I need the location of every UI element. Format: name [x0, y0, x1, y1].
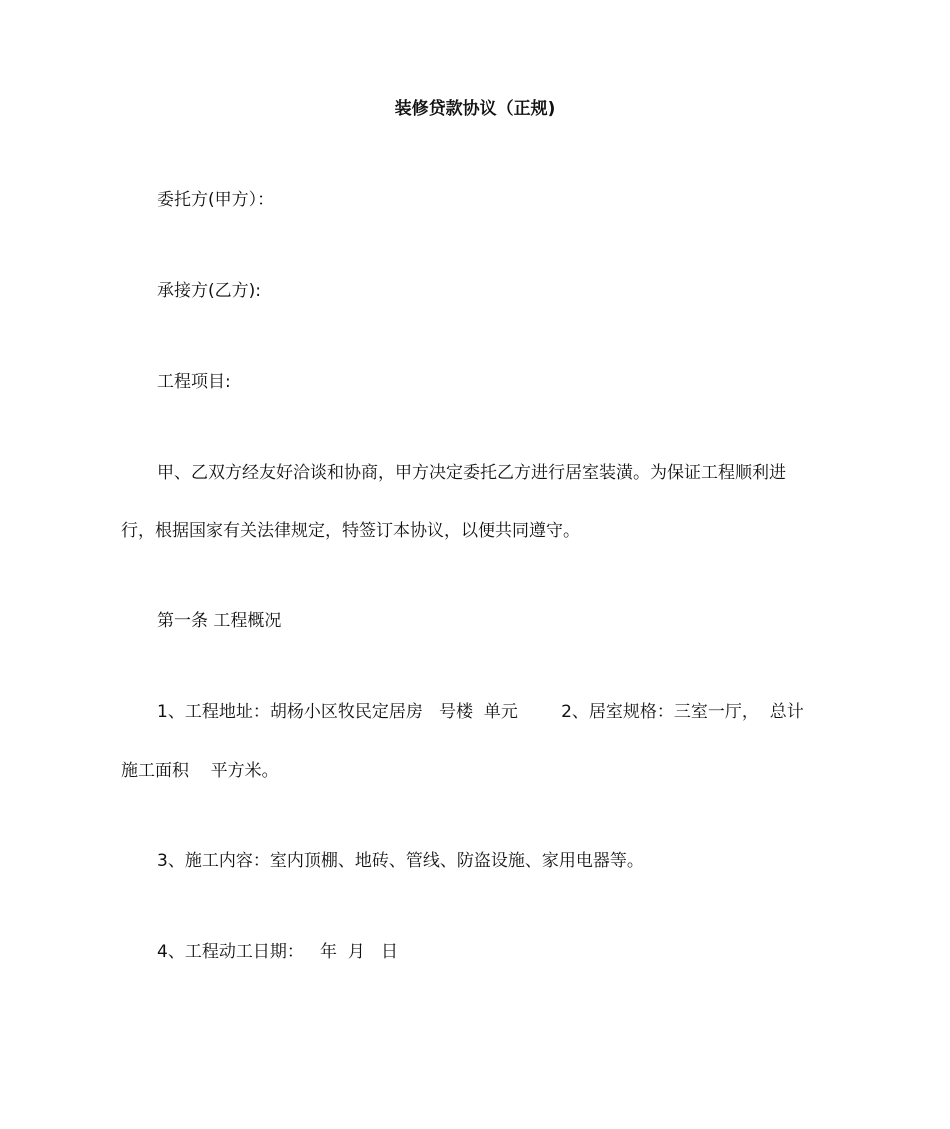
item-1-line-2: 施工面积 平方米。 [121, 761, 279, 781]
item-4-line: 4、工程动工日期： 年 月 日 [157, 942, 399, 962]
item-1-line-1: 1、工程地址：胡杨小区牧民定居房 号楼 单元 2、居室规格：三室一厅， 总计 [157, 702, 804, 722]
project-line: 工程项目: [157, 372, 231, 392]
item-3-line: 3、施工内容：室内顶棚、地砖、管线、防盗设施、家用电器等。 [157, 851, 644, 871]
document-title: 装修贷款协议（正规) [394, 99, 556, 119]
article-1-heading: 第一条 工程概况 [157, 611, 282, 631]
intro-paragraph-line-2: 行，根据国家有关法律规定，特签订本协议，以便共同遵守。 [121, 521, 580, 541]
intro-paragraph-line-1: 甲、乙双方经友好洽谈和协商，甲方决定委托乙方进行居室装潢。为保证工程顺利进 [157, 463, 786, 483]
party-b-line: 承接方(乙方): [157, 281, 261, 301]
party-a-line: 委托方(甲方）： [157, 190, 275, 210]
